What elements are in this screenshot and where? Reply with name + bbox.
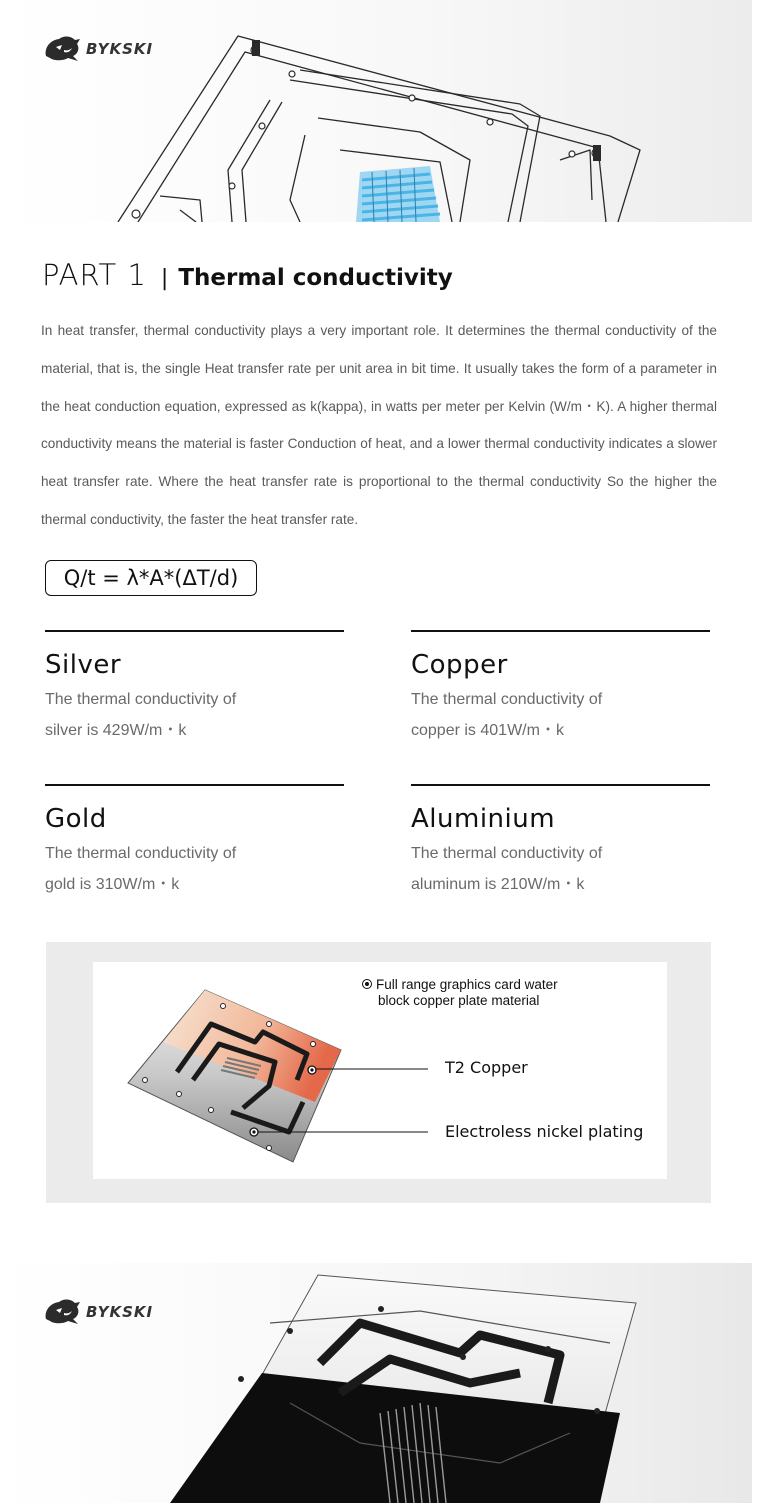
metal-name: Silver [45,650,122,680]
metal-card-copper [411,630,711,746]
material-panel [46,942,711,1203]
brand-logo-bottom [42,1297,153,1327]
metal-desc-line: silver is 429W/m・k [45,722,187,739]
divider [45,784,344,786]
divider [411,784,710,786]
note-line: Full range graphics card water [376,977,558,992]
metal-name: Aluminium [411,804,556,834]
note-line: block copper plate material [378,993,540,1008]
water-block-illustration [0,0,752,222]
metal-card-aluminium [411,784,711,900]
material-diagram [93,962,667,1179]
hero-product-image-top [0,0,752,222]
material-note [362,977,558,1009]
metal-name: Gold [45,804,107,834]
metal-desc-line: aluminum is 210W/m・k [411,876,585,893]
formula-box [45,560,257,596]
heatsink-fins-graphic [356,166,440,222]
metal-desc-line: The thermal conductivity of [411,691,603,708]
dragon-logo-icon [42,1297,82,1327]
formula-text: Q/t = λ*A*(ΔT/d) [63,566,239,590]
metal-card-silver [45,630,345,746]
divider [45,630,344,632]
metal-desc-line: The thermal conductivity of [411,845,603,862]
metal-name: Copper [411,650,508,680]
metal-desc [45,684,345,746]
metal-desc [411,684,711,746]
metal-desc [411,838,711,900]
target-bullet-icon [362,979,372,989]
divider [411,630,710,632]
callout-t2-copper: T2 Copper [445,1058,528,1077]
hero-product-image-bottom [0,1263,752,1503]
section-heading [42,258,453,292]
part-label: PART 1 [42,258,147,292]
metal-desc-line: The thermal conductivity of [45,845,237,862]
brand-wordmark: BYKSKI [86,40,154,58]
metal-desc-line: gold is 310W/m・k [45,876,180,893]
callout-nickel-plating: Electroless nickel plating [445,1122,644,1141]
section-title: Thermal conductivity [178,265,453,291]
metal-card-gold [45,784,345,900]
metal-desc-line: The thermal conductivity of [45,691,237,708]
metal-desc [45,838,345,900]
heading-separator: | [160,266,169,291]
brand-wordmark: BYKSKI [86,1303,154,1321]
metal-desc-line: copper is 401W/m・k [411,722,564,739]
intro-paragraph: In heat transfer, thermal conductivity plays a very important role. It determines the thermal conductivity of the material, that is, the single Heat transfer rate per unit area in bit time. It usually takes the form of a parameter in the heat conduction equation, expressed as k(kappa), in watts per meter per Kelvin (W/m・K). A higher thermal conductivity means the material is faster Conduction of heat, and a lower thermal conductivity indicates a slower heat transfer rate. Where the heat transfer rate is proportional to the thermal conductivity So the higher the thermal conductivity, the faster the heat transfer rate. [41,323,717,527]
